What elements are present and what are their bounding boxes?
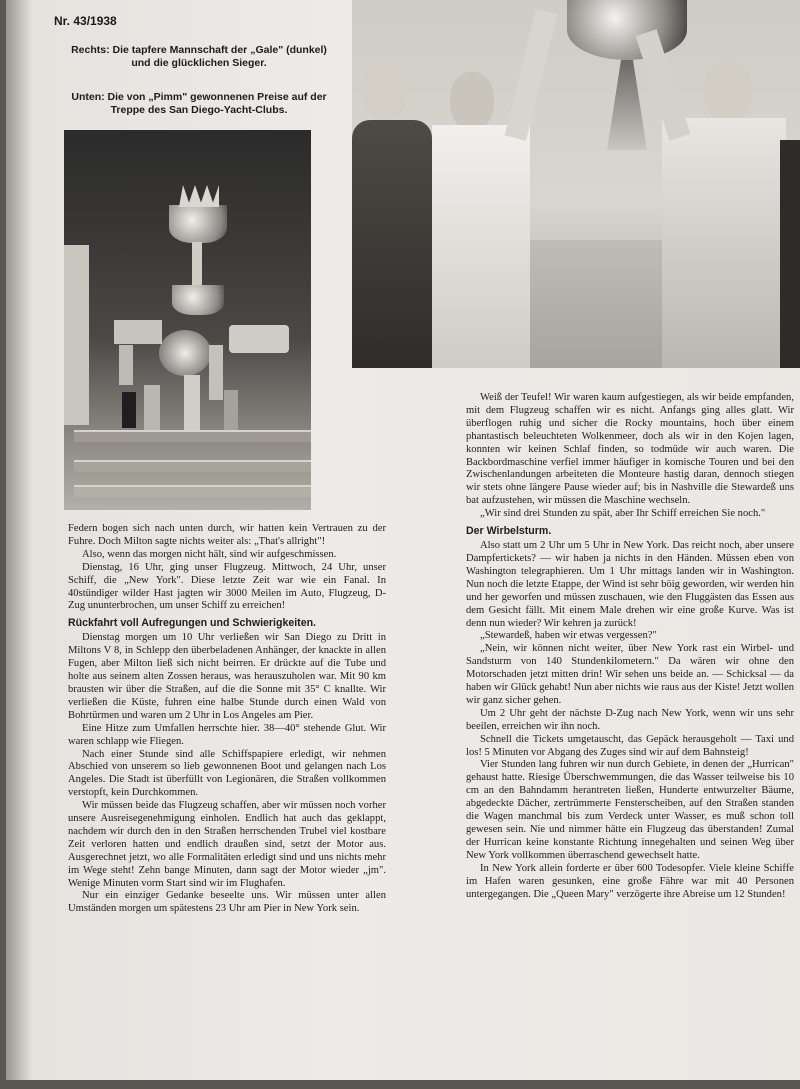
paragraph: In New York allein forderte er über 600 Todesopfer. Viele kleine Schiffe im Hafen waren gesunken, eine große Fähre war mit 40 Personen untergegangen. Die „Queen Mary" verzögerte ihre Abreise um 12 Stunden!: [466, 862, 794, 900]
paragraph: Eine Hitze zum Umfallen herrschte hier. 38—40° stehende Glut. Wir waren schlapp wie Fliegen.: [68, 722, 386, 747]
caption-right-line-1: Rechts: Die tapfere Mannschaft der „Gale" (dunkel): [71, 44, 327, 56]
section-heading: Der Wirbelsturm.: [466, 525, 552, 538]
page-gutter-shadow: [6, 0, 32, 1080]
paragraph: Schnell die Tickets umgetauscht, das Gepäck herausgeholt — Taxi und los! 5 Minuten vor Abgang des Zuges sind wir auf dem Bahnsteig!: [466, 733, 794, 758]
paragraph: Nur ein einziger Gedanke beseelte uns. Wir müssen unter allen Umständen morgen um spätestens 23 Uhr am Pier in New York sein.: [68, 890, 386, 915]
left-text-column: [68, 523, 386, 916]
caption-below-line-2: Treppe des San Diego-Yacht-Clubs.: [110, 104, 288, 116]
trophies-photo: [64, 130, 311, 510]
section-heading: Rückfahrt voll Aufregungen und Schwierigkeiten.: [68, 617, 317, 630]
right-text-column: [466, 392, 794, 901]
paragraph: Um 2 Uhr geht der nächste D-Zug nach New York, wenn wir uns sehr beeilen, erreichen wir ihn noch.: [466, 707, 794, 732]
paragraph: Wir müssen beide das Flugzeug schaffen, aber wir müssen noch vorher unsere Ausreisegenehmigung einholen. Endlich hat auch das geklappt, nachdem wir durch den in den Straßen herrschenden Trubel viel kostbare Zeit verloren hatten und endlich draußen sind, setzt der Motor aus. Ausgerechnet jetzt, wo alle Formalitäten erledigt sind und uns nichts mehr im Wege steht! Zehn bange Minuten, dann sagt der Motor wieder „jm". Wenige Minuten vorm Start sind wir im Flughafen.: [68, 800, 386, 889]
paragraph: Federn bogen sich nach unten durch, wir hatten kein Vertrauen zu der Fuhre. Doch Milton sagte nichts weiter als: „That's allright"!: [68, 523, 386, 547]
paragraph: Weiß der Teufel! Wir waren kaum aufgestiegen, als wir beide empfanden, mit dem Flugzeug schaffen wir es nicht. Anfangs ging alles glatt. Wir überflogen ruhig und sicher die Rocky mountains, hoch über einem phantastisch beleuchteten Wolkenmeer, doch als wir in den Kojen lagen, konnten wir keinen Schlaf finden, so todmüde wir auch waren. Die Backbordmaschine verfiel immer häufiger in komische Touren und bei den Zwischenlandungen arbeiteten die Monteure hastig daran, dennoch stiegen wir stets ohne längere Pause wieder auf; bis in Nashville die Stewardeß uns bat aufzustehen, wir müssen die Maschine wechseln.: [466, 392, 794, 507]
paragraph: Nach einer Stunde sind alle Schiffspapiere erledigt, wir nehmen Abschied von unserem so lieb gewonnenen Boot und gelangen nach Los Angeles. Die Stadt ist überfüllt von Legionären, die Straßen vollkommen verstopft, kein Durchkommen.: [68, 748, 386, 799]
crew-photo: [352, 0, 800, 368]
paragraph: „Wir sind drei Stunden zu spät, aber Ihr Schiff erreichen Sie noch.": [480, 508, 766, 520]
caption-right: [54, 44, 344, 70]
paragraph: Dienstag morgen um 10 Uhr verließen wir San Diego zu Dritt in Miltons V 8, in Schlepp den überbeladenen Anhänger, der knackte in allen Fugen, aber Milton ließ sich nicht beirren. Er drückte auf die Tube und holte aus seinem alten Zossen heraus, was herauszuholen war. Mit 90 km brausten wir über die Straßen, auf die die Sonne mit 35° C knallte. Wir verließen die Küste, fuhren eine halbe Stunde durch einen Wald von Bohrtürmen und waren um 2 Uhr in Los Angeles am Pier.: [68, 632, 386, 721]
paragraph: Vier Stunden lang fuhren wir nun durch Gebiete, in denen der „Hurrican" gehaust hatte. Riesige Überschwemmungen, die das Wasser teilweise bis 10 cm an den Bahndamm herantreten ließen, Hunderte entwurzelter Bäume, abgedeckte Dächer, zertrümmerte Fensterscheiben, auf den Straßen standen die Wagen manchmal bis zum Verdeck unter Wasser, es muß schon toll gewesen sein. Nie und nimmer hätte ein Flugzeug das überstanden! Zumal der Hurrican keine konstante Richtung innegehalten und seinen Weg über New York vollkommen überraschend gewechselt hatte.: [466, 759, 794, 861]
paragraph: „Nein, wir können nicht weiter, über New York rast ein Wirbel- und Sandsturm von 140 Stundenkilometern." Da wären wir ohne den Motorschaden jetzt mitten drin! Wir sehen uns beide an. — Schicksal — da haben wir Glück gehabt! Nun aber nichts wie raus aus der Kiste! Jetzt wollen wir ganz sicher gehen.: [466, 643, 795, 706]
paragraph: Dienstag, 16 Uhr, ging unser Flugzeug. Mittwoch, 24 Uhr, unser Schiff, die „New York". Diese letzte Zeit war wie ein Fanal. In 40stündiger wilder Hast jagten wir 3000 Meilen im Auto, Flugzeug, D-Zug ununterbrochen, um unser Schiff zu erreichen!: [68, 561, 386, 612]
magazine-page: [6, 0, 800, 1080]
caption-right-line-2: und die glücklichen Sieger.: [131, 57, 267, 69]
issue-number: Nr. 43/1938: [54, 14, 117, 28]
caption-below: [54, 91, 344, 117]
paragraph: „Stewardeß, haben wir etwas vergessen?": [480, 630, 657, 642]
paragraph: Also, wenn das morgen nicht hält, sind wir aufgeschmissen.: [82, 548, 337, 560]
caption-below-line-1: Unten: Die von „Pimm" gewonnenen Preise auf der: [71, 91, 327, 103]
paragraph: Also statt um 2 Uhr um 5 Uhr in New York. Das reicht noch, aber unsere Dampfertickets? — wir haben ja nichts in den Händen. Müssen eben von Washington telegraphieren. Um 1 Uhr mittags landen wir in Washington. Nun noch die letzte Etappe, der Wind ist sehr böig geworden, wir werden hin und her geworfen und müssen zuschauen, wie den Fluggästen das Essen aus dem Gesicht fällt. Mit einem Male drehen wir eine große Kurve. Was ist denn nun wieder? Wir kehren ja zurück!: [466, 540, 794, 629]
